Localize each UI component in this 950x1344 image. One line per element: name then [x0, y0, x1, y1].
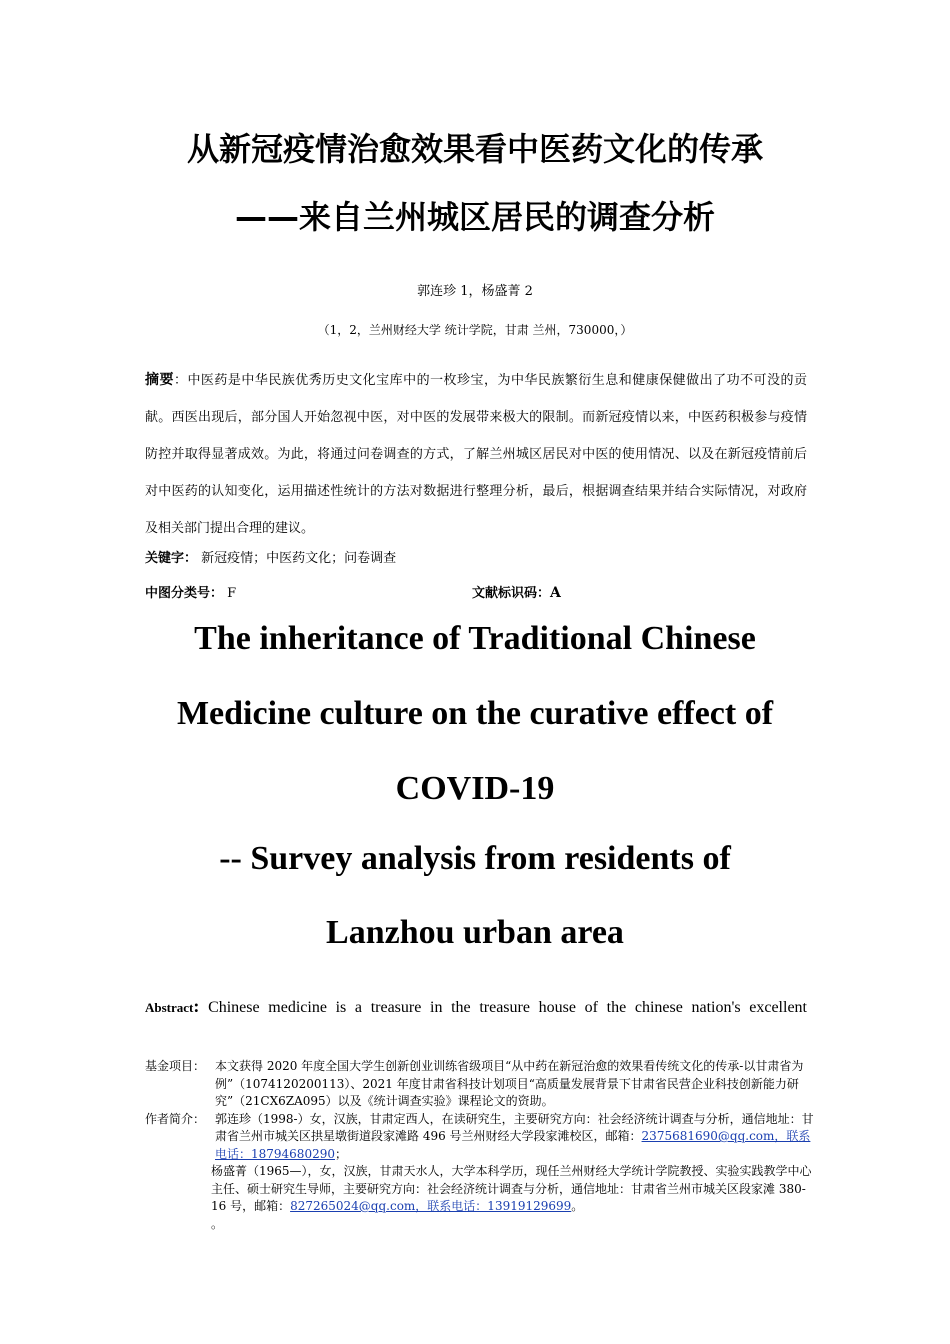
clc-label: 中图分类号： — [145, 586, 224, 601]
english-abstract-colon: : — [193, 996, 200, 1016]
fund-text: 本文获得 2020 年度全国大学生创新创业训练省级项目“从中药在新冠治愈的效果看传统文化的传承-以甘肃省为例”（1074120200113）、2021 年度甘肃省科技计划项目“高质量发展背景下甘肃省民营企业科技创新能力研究”（21CX6ZA095）以及《统计调查实验》课程论文的资助。 — [215, 1059, 804, 1108]
footnotes — [145, 1058, 815, 1233]
author-bio-label: 作者简介： — [145, 1111, 206, 1126]
author1-bio-tail: ； — [334, 1146, 347, 1161]
author2-bio-tail: 。 — [571, 1199, 584, 1213]
document-code-value: A — [550, 585, 561, 601]
author2-bio-text: 杨盛菁（1965—），女，汉族，甘肃天水人，大学本科学历，现任兰州财经大学统计学院教授、实验实践教学中心主任、硕士研究生导师，主要研究方向：社会经济统计调查与分析，通信地址：甘肃省兰州市城关区段家滩 380-16 号，邮箱： — [211, 1164, 812, 1213]
chinese-title-line2: ——来自兰州城区居民的调查分析 — [234, 198, 715, 236]
clc-number — [145, 582, 236, 601]
chinese-abstract — [145, 362, 807, 547]
chinese-title-line1: 从新冠疫情治愈效果看中医药文化的传承 — [186, 130, 763, 168]
english-title-line1: The inheritance of Traditional Chinese — [194, 620, 756, 657]
english-abstract — [145, 996, 807, 1017]
keywords — [145, 547, 396, 566]
author-names: 郭连珍 1，杨盛菁 2 — [417, 284, 533, 299]
fund-label: 基金项目： — [145, 1059, 206, 1073]
author-footnote — [145, 1111, 815, 1164]
keywords-label: 关键字： — [145, 551, 198, 566]
author2-email-link[interactable]: 827265024@qq.com，联系电话：13919129699 — [290, 1199, 572, 1213]
chinese-abstract-colon: ： — [173, 373, 188, 388]
english-abstract-label: Abstract — [145, 1000, 194, 1015]
keywords-value: 新冠疫情；中医药文化；问卷调查 — [201, 551, 397, 566]
english-title-line2: Medicine culture on the curative effect of — [176, 695, 774, 732]
chinese-abstract-label: 摘要 — [145, 372, 174, 388]
english-title-line3: COVID-19 — [395, 770, 555, 807]
english-abstract-text: Chinese medicine is a treasure in the treasure house of the chinese nation's excellent — [208, 999, 807, 1016]
fund-footnote — [145, 1058, 815, 1111]
author1-bio — [215, 1111, 815, 1164]
author-affiliation: （1，2，兰州财经大学 统计学院，甘肃 兰州，730000，） — [317, 323, 633, 337]
english-title-line5: Lanzhou urban area — [326, 914, 624, 951]
document-code-label: 文献标识码： — [472, 586, 551, 601]
english-title-line4: -- Survey analysis from residents of — [219, 840, 731, 877]
document-code — [472, 582, 561, 601]
author1-bio-text: 郭连珍（1998-）女，汉族，甘肃定西人，在读研究生，主要研究方向：社会经济统计调查与分析，通信地址：甘肃省兰州市城关区拱星墩街道段家滩路 496 号兰州财经大学段家滩校区，邮箱： — [215, 1111, 814, 1143]
clc-value: F — [227, 586, 237, 601]
author2-bio — [145, 1163, 815, 1216]
footnote-trailing-mark: 。 — [211, 1216, 224, 1231]
chinese-abstract-text: 中医药是中华民族优秀历史文化宝库中的一枚珍宝，为中华民族繁衍生息和健康保健做出了功不可没的贡献。西医出现后，部分国人开始忽视中医，对中医的发展带来极大的限制。而新冠疫情以来，中医药积极参与疫情防控并取得显著成效。为此，将通过问卷调查的方式，了解兰州城区居民对中医的使用情况、以及在新冠疫情前后对中医药的认知变化，运用描述性统计的方法对数据进行整理分析，最后，根据调查结果并结合实际情况，对政府及相关部门提出合理的建议。 — [145, 373, 807, 536]
author1-email-link[interactable]: 2375681690@qq.com，联系电话：18794680290 — [215, 1129, 811, 1161]
